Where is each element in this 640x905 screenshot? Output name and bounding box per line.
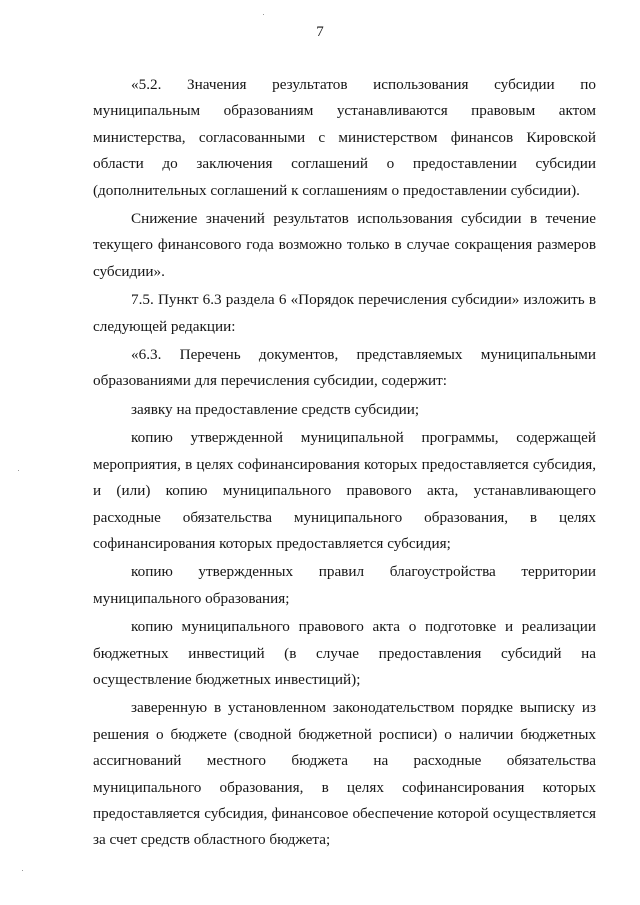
paragraph xyxy=(93,425,596,557)
text-line: следующей редакции: xyxy=(93,317,236,335)
text-line: (дополнительных соглашений к соглашениям о предоставлении субсидии). xyxy=(93,181,580,199)
scan-speck xyxy=(22,870,23,871)
text-line: заявку на предоставление средств субсидии; xyxy=(131,400,420,418)
text-line: решения о бюджете (сводной бюджетной росписи) о наличии бюджетных xyxy=(93,725,596,743)
scan-speck xyxy=(263,14,264,15)
paragraph xyxy=(93,342,596,395)
text-line: копию утвержденных правил благоустройства территории xyxy=(131,563,596,581)
text-line: муниципальным образованиям устанавливаются правовым актом xyxy=(93,102,596,120)
text-line: копию утвержденной муниципальной программы, содержащей xyxy=(131,429,596,447)
text-line: текущего финансового года возможно только в случае сокращения размеров xyxy=(93,236,596,254)
text-line: области до заключения соглашений о предоставлении субсидии xyxy=(93,155,596,173)
scan-speck xyxy=(18,470,19,471)
text-line: образованиями для перечисления субсидии, содержит: xyxy=(93,372,447,390)
text-line: софинансирования которых предоставляется субсидия; xyxy=(93,534,451,552)
text-line: осуществление бюджетных инвестиций); xyxy=(93,670,361,688)
text-line: «5.2. Значения результатов использования субсидии по xyxy=(131,76,596,93)
text-line: министерства, согласованными с министерством финансов Кировской xyxy=(93,128,596,146)
paragraph xyxy=(93,695,596,853)
page-number: 7 xyxy=(316,24,324,40)
paragraph xyxy=(93,397,596,423)
text-line: предоставляется субсидия, финансовое обеспечение которой осуществляется xyxy=(93,804,596,822)
document-body xyxy=(93,72,596,854)
text-line: муниципального образования, в целях софинансирования которых xyxy=(93,778,596,796)
paragraph xyxy=(93,287,596,340)
text-line: муниципального образования; xyxy=(93,589,290,607)
text-line: мероприятия, в целях софинансирования которых предоставляется субсидия, xyxy=(93,455,596,473)
text-line: Снижение значений результатов использования субсидии в течение xyxy=(131,210,596,228)
text-line: 7.5. Пункт 6.3 раздела 6 «Порядок перечисления субсидии» изложить в xyxy=(131,291,596,309)
paragraph xyxy=(93,72,596,204)
paragraph xyxy=(93,206,596,285)
text-line: и (или) копию муниципального правового акта, устанавливающего xyxy=(93,482,596,500)
text-line: копию муниципального правового акта о подготовке и реализации xyxy=(131,618,596,636)
text-line: ассигнований местного бюджета на расходные обязательства xyxy=(93,752,596,770)
text-line: расходные обязательства муниципального образования, в целях xyxy=(93,508,596,526)
text-line: бюджетных инвестиций (в случае предоставления субсидий на xyxy=(93,644,596,662)
text-line: субсидии». xyxy=(93,262,165,280)
paragraph xyxy=(93,559,596,612)
paragraph xyxy=(93,614,596,693)
text-line: за счет средств областного бюджета; xyxy=(93,831,331,849)
text-line: «6.3. Перечень документов, представляемых муниципальными xyxy=(131,346,596,364)
text-line: заверенную в установленном законодательством порядке выписку из xyxy=(131,699,596,717)
